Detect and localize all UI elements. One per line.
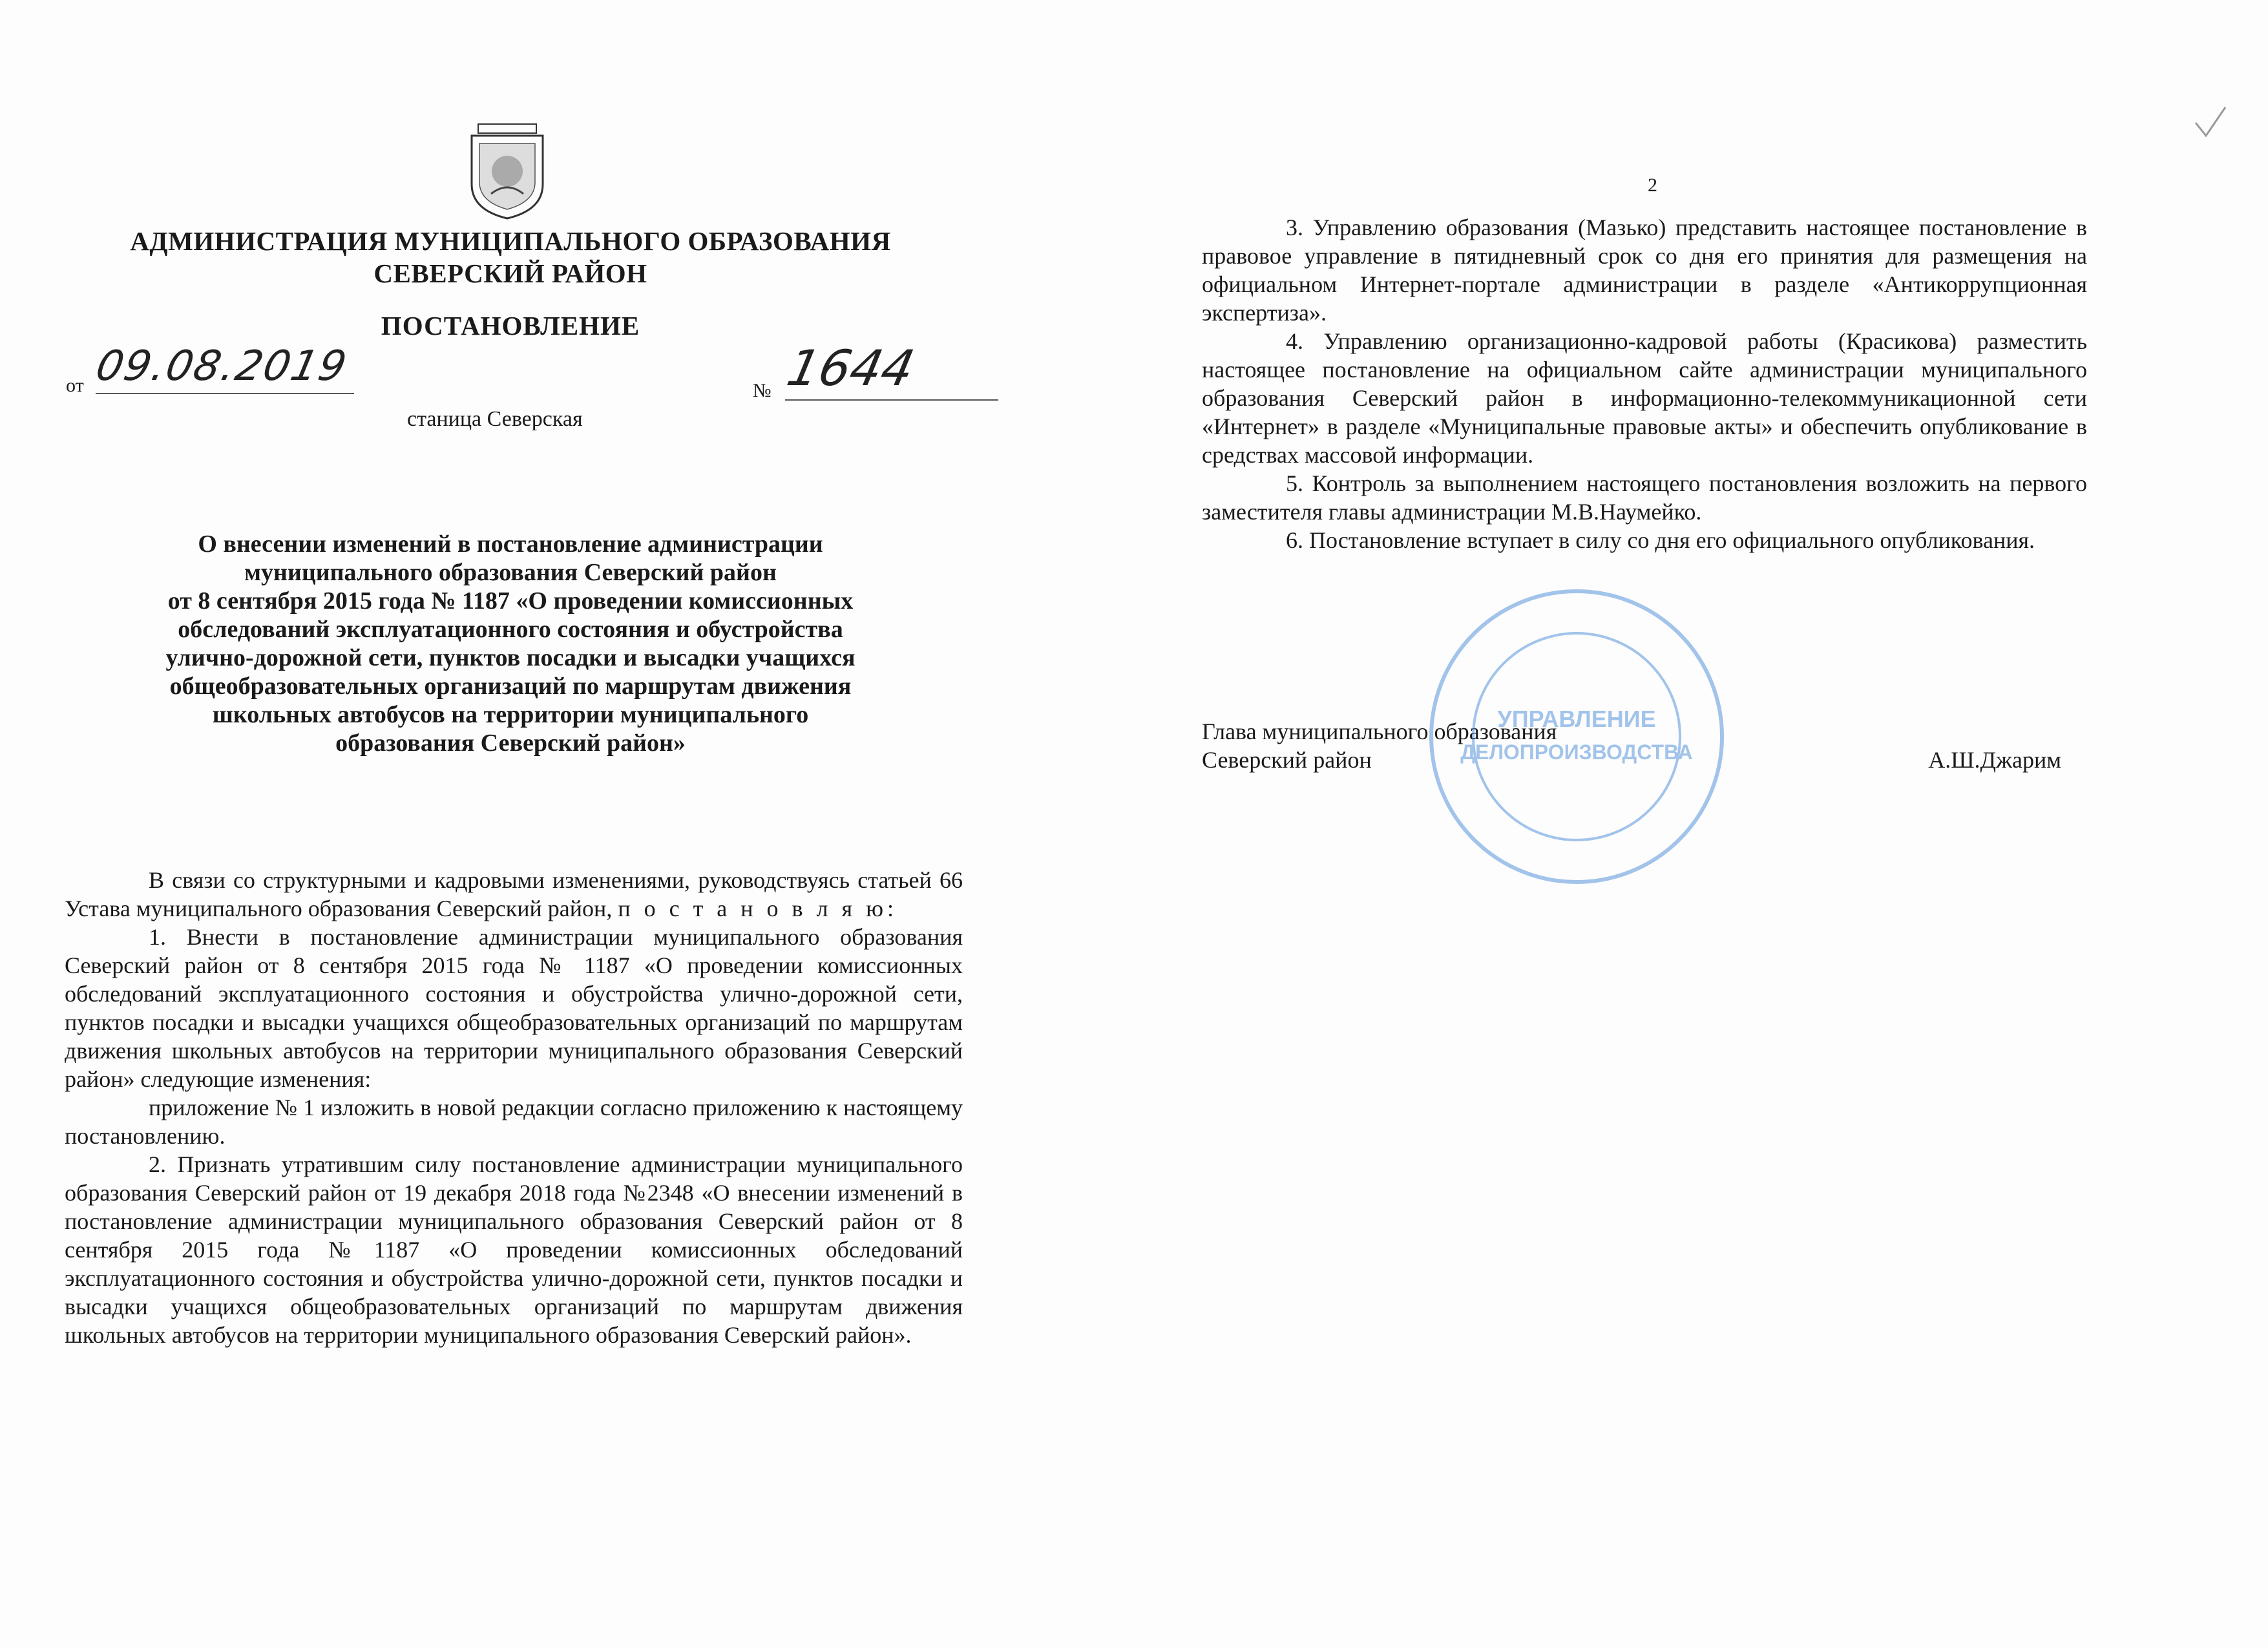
number-underline bbox=[785, 399, 998, 401]
subject-line: О внесении изменений в постановление администрации bbox=[198, 530, 823, 558]
page-number: 2 bbox=[1648, 174, 1657, 196]
paragraph-1: 1. Внести в постановление администрации муниципального образования Северский район от 8 сентября 2015 года № 1187 «О проведении комиссионных обследований эксплуатационного состояния и обустройства улично-дорожной сети, пунктов посадки и высадки учащихся общеобразовательных организаций по маршрутам движения школьных автобусов на территории муниципального образования Северский район» следующие изменения: bbox=[65, 924, 963, 1092]
org-line-2: СЕВЕРСКИЙ РАЙОН bbox=[373, 258, 647, 288]
document-type: ПОСТАНОВЛЕНИЕ bbox=[381, 311, 640, 341]
date-label: от bbox=[66, 375, 84, 396]
subject-line: школьных автобусов на территории муниципального bbox=[212, 701, 809, 728]
stamp-line-2: ДЕЛОПРОИЗВОДСТВА bbox=[1460, 740, 1693, 764]
subject-line: муниципального образования Северский район bbox=[244, 559, 777, 586]
coat-of-arms-icon bbox=[465, 123, 549, 220]
document-subject bbox=[65, 530, 956, 757]
org-line-1: АДМИНИСТРАЦИЯ МУНИЦИПАЛЬНОГО ОБРАЗОВАНИЯ bbox=[130, 226, 891, 256]
resolve-word: п о с т а н о в л я ю: bbox=[618, 896, 898, 921]
document-body bbox=[65, 866, 963, 1349]
signer-position-line-1: Глава муниципального образования bbox=[1202, 719, 1557, 744]
subject-line: от 8 сентября 2015 года № 1187 «О проведении комиссионных bbox=[167, 587, 854, 614]
paragraph-2: 2. Признать утратившим силу постановление администрации муниципального образования Северский район от 19 декабря 2018 года №2348 «О внесении изменений в постановление администрации муниципального образования Северский район от 8 сентября 2015 года №1187 «О проведении комиссионных обследований эксплуатационного состояния и обустройства улично-дорожной сети, пунктов посадки и высадки учащихся общеобразовательных организаций по маршрутам движения школьных автобусов на территории муниципального образования Северский район». bbox=[65, 1151, 963, 1348]
subject-line: обследований эксплуатационного состояния и обустройства bbox=[178, 616, 843, 643]
paragraph-5: 5. Контроль за выполнением настоящего постановления возложить на первого заместителя главы администрации М.В.Наумейко. bbox=[1202, 470, 2087, 525]
subject-line: улично-дорожной сети, пунктов посадки и высадки учащихся bbox=[165, 644, 856, 671]
office-stamp bbox=[1422, 582, 1732, 892]
page-2-body bbox=[1202, 213, 2087, 554]
signer-name: А.Ш.Джарим bbox=[1928, 747, 2061, 773]
subject-line: общеобразовательных организаций по маршрутам движения bbox=[169, 673, 852, 700]
document-date: 09.08.2019 bbox=[92, 342, 352, 390]
body-intro bbox=[65, 866, 963, 923]
place-of-issue: станица Северская bbox=[407, 407, 583, 431]
date-underline bbox=[96, 393, 354, 394]
document-number: 1644 bbox=[782, 339, 919, 397]
check-mark-icon bbox=[2190, 103, 2229, 142]
stamp-line-1: УПРАВЛЕНИЕ bbox=[1497, 706, 1656, 732]
paragraph-1-sub: приложение № 1 изложить в новой редакции согласно приложению к настоящему постановлению. bbox=[65, 1095, 963, 1149]
paragraph-3: 3. Управлению образования (Мазько) представить настоящее постановление в правовое управление в пятидневный срок со дня его принятия для размещения на официальном Интернет-портале администрации в разделе «Антикоррупционная экспертиза». bbox=[1202, 215, 2087, 326]
paragraph-6: 6. Постановление вступает в силу со дня его официального опубликования. bbox=[1286, 527, 2035, 553]
number-label: № bbox=[753, 380, 772, 401]
intro-text: В связи со структурными и кадровыми изменениями, руководствуясь статьей 66 Устава муниципального образования Северский район, bbox=[65, 867, 963, 921]
paragraph-4: 4. Управлению организационно-кадровой работы (Красикова) разместить настоящее постановление на официальном сайте администрации муниципального образования Северский район в информационно-телекоммуникационной сети «Интернет» в разделе «Муниципальные правовые акты» и обеспечить опубликование в средствах массовой информации. bbox=[1202, 328, 2087, 468]
signer-position-line-2: Северский район bbox=[1202, 747, 1372, 773]
organization-title bbox=[65, 225, 956, 289]
subject-line: образования Северский район» bbox=[335, 730, 686, 757]
